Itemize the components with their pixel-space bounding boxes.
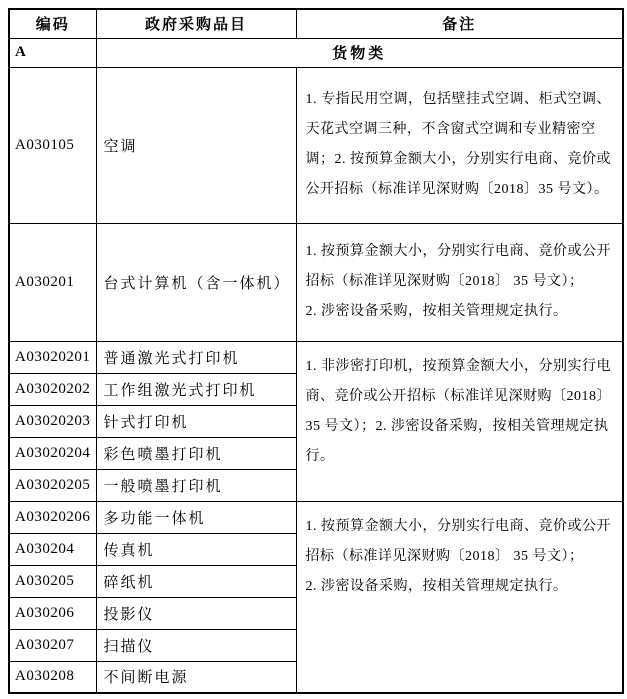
table-row <box>9 341 623 373</box>
category-label: 货物类 <box>96 38 623 67</box>
header-remark: 备注 <box>296 9 623 38</box>
row-code: A030205 <box>9 565 96 597</box>
remark-printers <box>296 341 623 501</box>
row-item: 扫描仪 <box>96 629 296 661</box>
row-item: 投影仪 <box>96 597 296 629</box>
header-item: 政府采购品目 <box>96 9 296 38</box>
row-code: A030204 <box>9 533 96 565</box>
row-item: 针式打印机 <box>96 405 296 437</box>
row-code: A030105 <box>9 67 96 223</box>
row-code: A030206 <box>9 597 96 629</box>
row-code: A030201 <box>9 223 96 341</box>
row-code: A03020202 <box>9 373 96 405</box>
row-code: A03020203 <box>9 405 96 437</box>
remark-text: 1. 按预算金额大小，分别实行电商、竞价或公开招标（标准详见深财购〔2018〕 35 号文）； <box>305 518 611 564</box>
remark-text: 1. 专指民用空调，包括壁挂式空调、柜式空调、天花式空调三种，不含窗式空调和专业精密空调；2. 按预算金额大小，分别实行电商、竞价或公开招标（标准详见深财购〔2018〕35 号文）。 <box>305 92 611 197</box>
row-item: 传真机 <box>96 533 296 565</box>
header-code: 编码 <box>9 9 96 38</box>
row-code: A030207 <box>9 629 96 661</box>
row-item: 彩色喷墨打印机 <box>96 437 296 469</box>
category-code: A <box>9 38 96 67</box>
remark-desktop-computer <box>296 223 623 341</box>
remark-air-conditioner <box>296 67 623 223</box>
remark-text: 1. 按预算金额大小，分别实行电商、竞价或公开招标（标准详见深财购〔2018〕 35 号文）； <box>305 244 611 289</box>
remark-office-devices <box>296 501 623 693</box>
row-item: 工作组激光式打印机 <box>96 373 296 405</box>
table-row <box>9 223 623 341</box>
remark-text: 1. 非涉密打印机，按预算金额大小，分别实行电商、竞价或公开招标（标准详见深财购〔2018〕 35 号文）；2. 涉密设备采购，按相关管理规定执行。 <box>305 358 611 464</box>
row-item: 台式计算机（含一体机） <box>96 223 296 341</box>
procurement-table <box>8 8 624 694</box>
remark-text: 2. 涉密设备采购，按相关管理规定执行。 <box>305 578 568 594</box>
row-code: A03020204 <box>9 437 96 469</box>
row-item: 一般喷墨打印机 <box>96 469 296 501</box>
category-row <box>9 38 623 67</box>
row-code: A03020206 <box>9 501 96 533</box>
row-item: 普通激光式打印机 <box>96 341 296 373</box>
row-code: A03020201 <box>9 341 96 373</box>
header-row <box>9 9 623 38</box>
table-row <box>9 501 623 533</box>
row-item: 不间断电源 <box>96 661 296 693</box>
row-item: 碎纸机 <box>96 565 296 597</box>
row-item: 多功能一体机 <box>96 501 296 533</box>
row-code: A03020205 <box>9 469 96 501</box>
row-item: 空调 <box>96 67 296 223</box>
row-code: A030208 <box>9 661 96 693</box>
table-row <box>9 67 623 223</box>
remark-text: 2. 涉密设备采购，按相关管理规定执行。 <box>305 304 568 319</box>
